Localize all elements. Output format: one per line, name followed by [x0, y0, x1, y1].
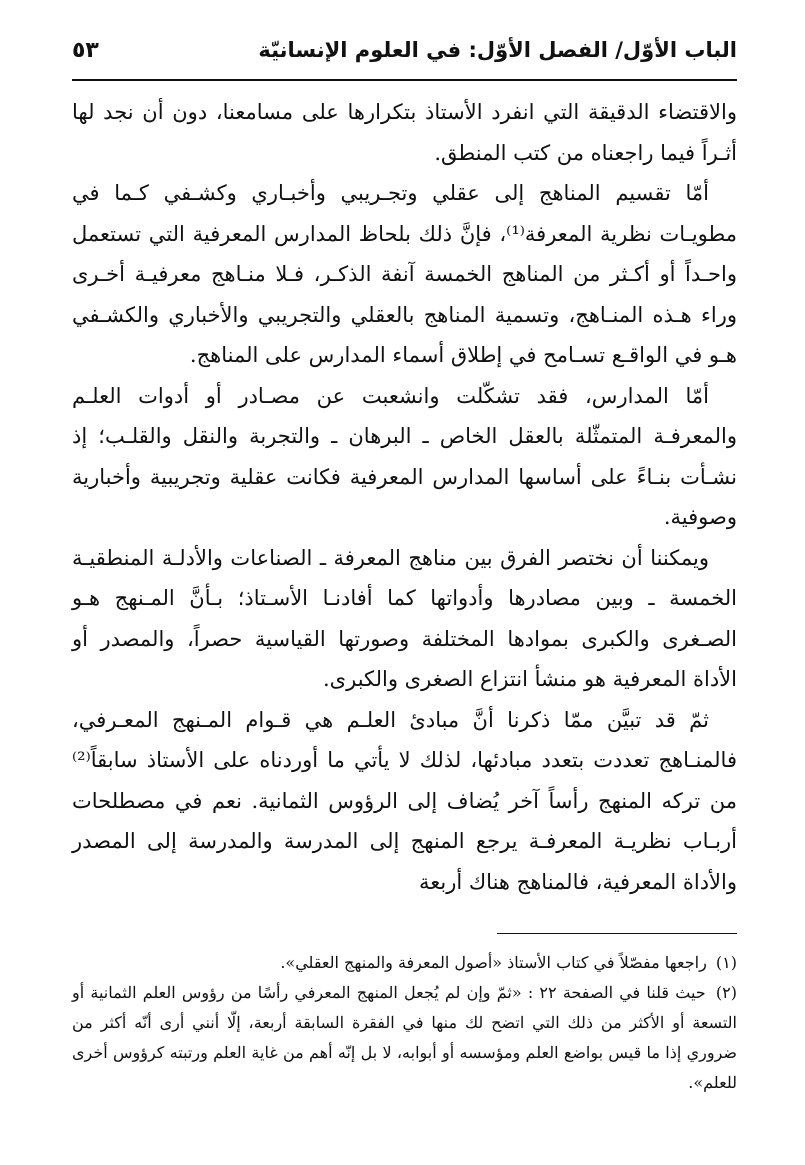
- paragraph: أمّا تقسيم المناهج إلى عقلي وتجـريبي وأخبـاري وكشـفي كـما في مطويـات نظرية المعرفة⁽¹⁾، فإنَّ ذلك بلحاظ المدارس المعرفية التي تستعمل واحـداً أو أكـثر من المناهج الخمسة آنفة الذكـر، فـلا منـاهج معرفيـة أخـرى وراء هـذه المنـاهج، وتسمية المناهج بالعقلي والتجريبي والأخباري والكشـفي هـو في الواقـع تسـامح في إطلاق أسماء المدارس على المناهج.: [72, 181, 737, 367]
- paragraph: ثمّ قد تبيَّن ممّا ذكرنا أنَّ مبادئ العلـم هي قـوام المـنهج المعـرفي، فالمنـاهج تعددت بتعدد مبادئها، لذلك لا يأتي ما أوردناه على الأستاذ سابقاً⁽²⁾ من تركه المنهج رأساً آخر يُضاف إلى الرؤوس الثمانية. نعم في مصطلحات أربـاب نظريـة المعرفـة يرجع المنهج إلى المدرسة والمدرسة إلى المصدر والأداة المعرفية، فالمناهج هناك أربعة: [72, 707, 737, 894]
- header-rule: [72, 79, 737, 81]
- footnote-text: راجعها مفصّلاً في كتاب الأستاذ «أصول المعرفة والمنهج العقلي».: [280, 953, 707, 972]
- paragraph: أمّا المدارس، فقد تشكّلت وانشعبت عن مصـادر أو أدوات العلـم والمعرفـة المتمثّلة بالعقل الخاص ـ البرهان ـ والتجربة والنقل والقلـب؛ إذ نشـأت بنـاءً على أساسها المدارس المعرفية فكانت عقلية وتجريبية وأخبارية وصوفية.: [72, 383, 737, 529]
- running-header: [72, 30, 737, 70]
- paragraph: ويمكننا أن نختصر الفرق بين مناهج المعرفة ـ الصناعات والأدلـة المنطقيـة الخمسة ـ وبين مصادرها وأدواتها كما أفادنـا الأسـتاذ؛ بـأنَّ المـنهج هـو الصـغرى والكبرى بموادها المختلفة وصورتها القياسية حصراً، والمصدر أو الأداة المعرفية هو منشأ انتزاع الصغرى والكبرى.: [72, 545, 737, 691]
- footnote: [72, 978, 737, 1098]
- body-text: [72, 92, 737, 902]
- paragraph: والاقتضاء الدقيقة التي انفرد الأستاذ بتكرارها على مسامعنا، دون أن نجد لها أثـراً فيما راجعناه من كتب المنطق.: [72, 100, 737, 165]
- page-number: ٥٣: [72, 37, 99, 63]
- footnote: [72, 948, 737, 978]
- footnote-number: (٢): [715, 983, 737, 1002]
- footnote-text: حيث قلنا في الصفحة ٢٢ : «ثمّ وإن لم يُجعل المنهج المعرفي رأسًا من رؤوس العلم الثمانية أو التسعة أو الأكثر من ذلك التي اتضح لك منها في الفقرة السابقة أربعة، إلّا أنني أرى أنّه أكثر من ضروري إذا ما قيس بواضع العلم ومؤسسه أو أبوابه، لا بل إنّه أهم من غاية العلم ورتبته كرؤوس أخرى للعلم».: [72, 983, 737, 1092]
- footnotes: [72, 948, 737, 1098]
- footnote-number: (١): [715, 953, 737, 972]
- header-title: الباب الأوّل/ الفصل الأوّل: في العلوم الإنسانيّة: [258, 38, 737, 62]
- footnote-separator: [497, 933, 737, 934]
